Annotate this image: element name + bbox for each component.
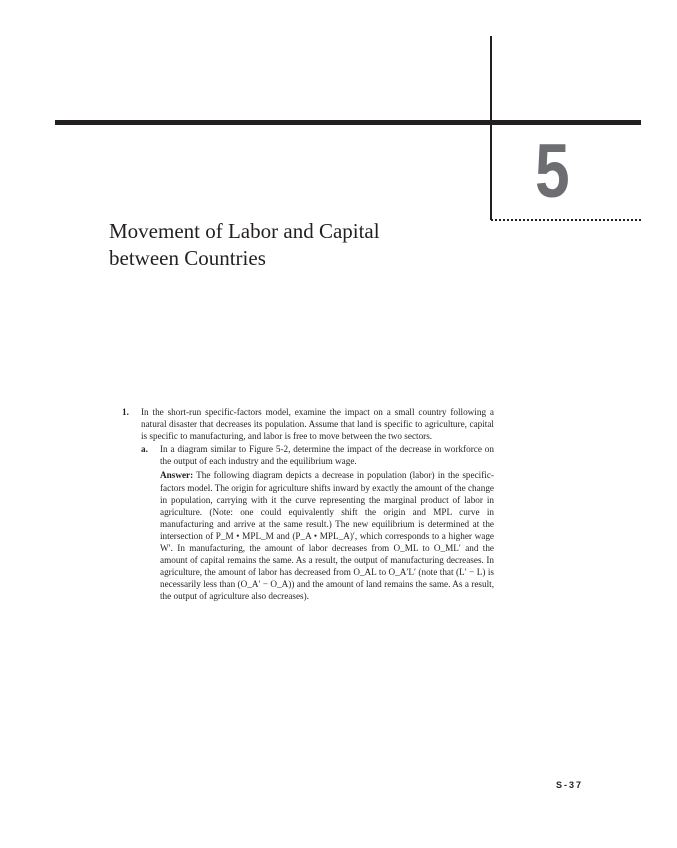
page-folio: S-37 — [556, 780, 584, 790]
answer-paragraph — [141, 469, 494, 602]
part-letter: a. — [141, 444, 148, 455]
chapter-title — [109, 218, 479, 272]
question-1 — [122, 406, 494, 442]
answer-label: Answer: — [160, 470, 194, 481]
chapter-horizontal-rule — [55, 120, 641, 125]
question-number: 1. — [122, 407, 129, 417]
question-1-part-a — [122, 443, 494, 602]
question-block — [122, 406, 494, 603]
chapter-number: 5 — [535, 129, 570, 214]
part-a — [141, 443, 494, 467]
answer-text: The following diagram depicts a decrease in population (labor) in the specific-factors model. The origin for agriculture shifts inward by exactly the amount of the change in population, carrying with it the curve representing the marginal product of labor in agriculture. (Note: one could equivalently shift the origin and MPL curve in manufacturing and arrive at the same result.) The new equilibrium is determined at the intersection of P_M • MPL_M and (P_A • MPL_A)′, which corresponds to a higher wage W′. In manufacturing, the amount of labor decreases from O_ML to O_ML′ and the amount of capital remains the same. As a result, the output of manufacturing decreases. In agriculture, the amount of labor has decreased from O_AL to O_A′L′ (note that (L′ − L) is necessarily less than (O_A′ − O_A)) and the amount of land remains the same. As a result, the output of agriculture also decreases). — [160, 470, 494, 602]
chapter-title-line-2: between Countries — [109, 246, 266, 270]
part-text: In a diagram similar to Figure 5-2, determine the impact of the decrease in workforce on the output of each industry and the equilibrium wage. — [160, 444, 494, 467]
question-text: In the short-run specific-factors model, examine the impact on a small country following a natural disaster that decreases its population. Assume that land is specific to agriculture, capital is specific to manufacturing, and labor is free to move between the two sectors. — [141, 407, 494, 442]
chapter-dotted-rule — [491, 219, 641, 221]
chapter-vertical-rule — [490, 36, 492, 220]
chapter-title-line-1: Movement of Labor and Capital — [109, 219, 380, 243]
